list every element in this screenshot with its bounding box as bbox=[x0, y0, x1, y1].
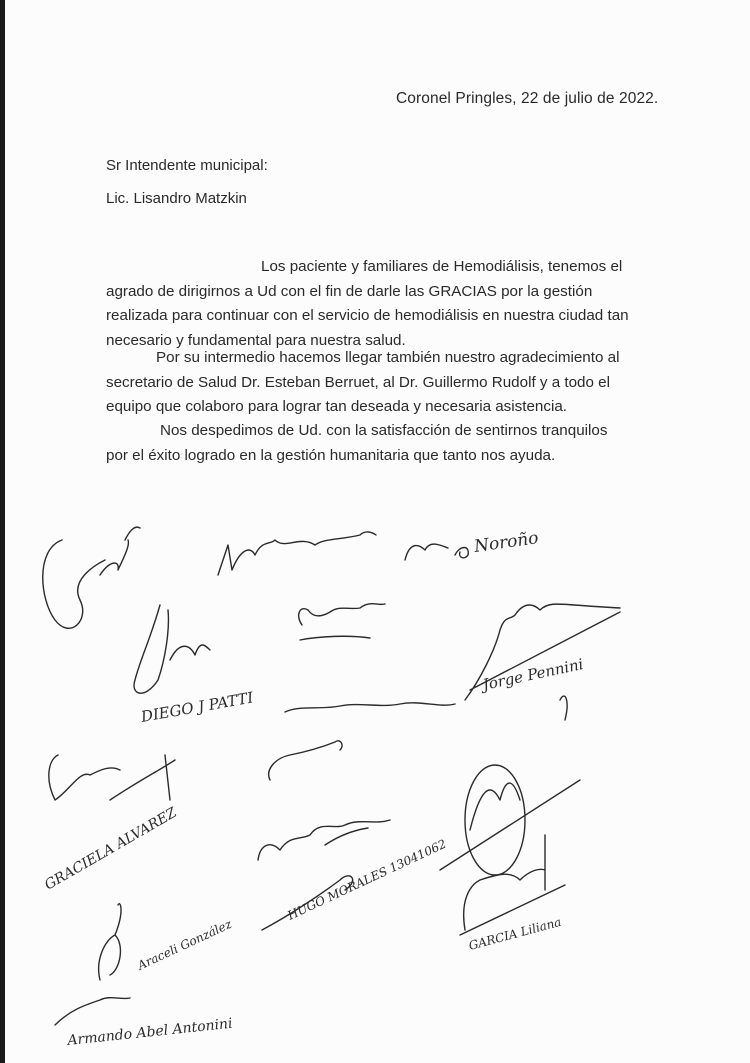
svg-text:Jorge Pennini: Jorge Pennini bbox=[481, 655, 585, 694]
signature-12 bbox=[262, 837, 448, 930]
recipient-title: Sr Intendente municipal: bbox=[106, 157, 268, 174]
signature-7 bbox=[285, 703, 455, 712]
paragraph-line: Por su intermedio hacemos llegar también nuestro agradecimiento al bbox=[156, 349, 620, 366]
paragraph-3 bbox=[106, 419, 706, 468]
recipient-name: Lic. Lisandro Matzkin bbox=[106, 190, 247, 207]
signature-11 bbox=[258, 820, 390, 860]
paragraph-line: equipo que colaboro para lograr tan deseada y necesaria asistencia. bbox=[106, 398, 567, 415]
signature-8 bbox=[42, 755, 180, 893]
paragraph-line: Los paciente y familiares de Hemodiálisis, tenemos el bbox=[261, 258, 623, 275]
svg-text:Noroño: Noroño bbox=[472, 528, 540, 557]
svg-text:Araceli González: Araceli González bbox=[135, 916, 234, 973]
svg-text:Armando Abel Antonini: Armando Abel Antonini bbox=[66, 1015, 234, 1049]
signature-13 bbox=[460, 835, 565, 953]
paragraph-line: realizada para continuar con el servicio de hemodiálisis en nuestra ciudad tan bbox=[106, 307, 629, 324]
paragraph-line: por el éxito logrado en la gestión humanitaria que tanto nos ayuda. bbox=[106, 446, 556, 464]
signatures-area bbox=[0, 500, 750, 1063]
paragraph-1 bbox=[106, 255, 706, 353]
signature-2 bbox=[218, 532, 376, 575]
svg-text:GRACIELA ALVAREZ: GRACIELA ALVAREZ bbox=[42, 804, 180, 894]
signature-9 bbox=[269, 741, 342, 780]
signature-15 bbox=[55, 998, 233, 1049]
signature-3 bbox=[405, 528, 540, 560]
svg-text:HUGO MORALES 13041062: HUGO MORALES 13041062 bbox=[285, 836, 449, 923]
signature-1 bbox=[43, 527, 140, 628]
svg-text:DIEGO J PATTI: DIEGO J PATTI bbox=[139, 688, 255, 726]
signature-4 bbox=[134, 605, 256, 726]
place-date: Coronel Pringles, 22 de julio de 2022. bbox=[396, 90, 659, 107]
paragraph-2 bbox=[106, 346, 706, 420]
signature-10 bbox=[440, 696, 580, 875]
paragraph-line: necesario y fundamental para nuestra salud. bbox=[106, 331, 406, 349]
paragraph-line: agrado de dirigirnos a Ud con el fin de darle las GRACIAS por la gestión bbox=[106, 282, 593, 300]
paragraph-line: Nos despedimos de Ud. con la satisfacción de sentirnos tranquilos bbox=[160, 422, 608, 439]
paragraph-line: secretario de Salud Dr. Esteban Berruet, al Dr. Guillermo Rudolf y a todo el bbox=[106, 373, 610, 391]
signature-6 bbox=[465, 604, 620, 700]
svg-text:GARCIA Liliana: GARCIA Liliana bbox=[467, 914, 563, 953]
signature-5 bbox=[299, 604, 385, 640]
signature-14 bbox=[99, 904, 235, 980]
